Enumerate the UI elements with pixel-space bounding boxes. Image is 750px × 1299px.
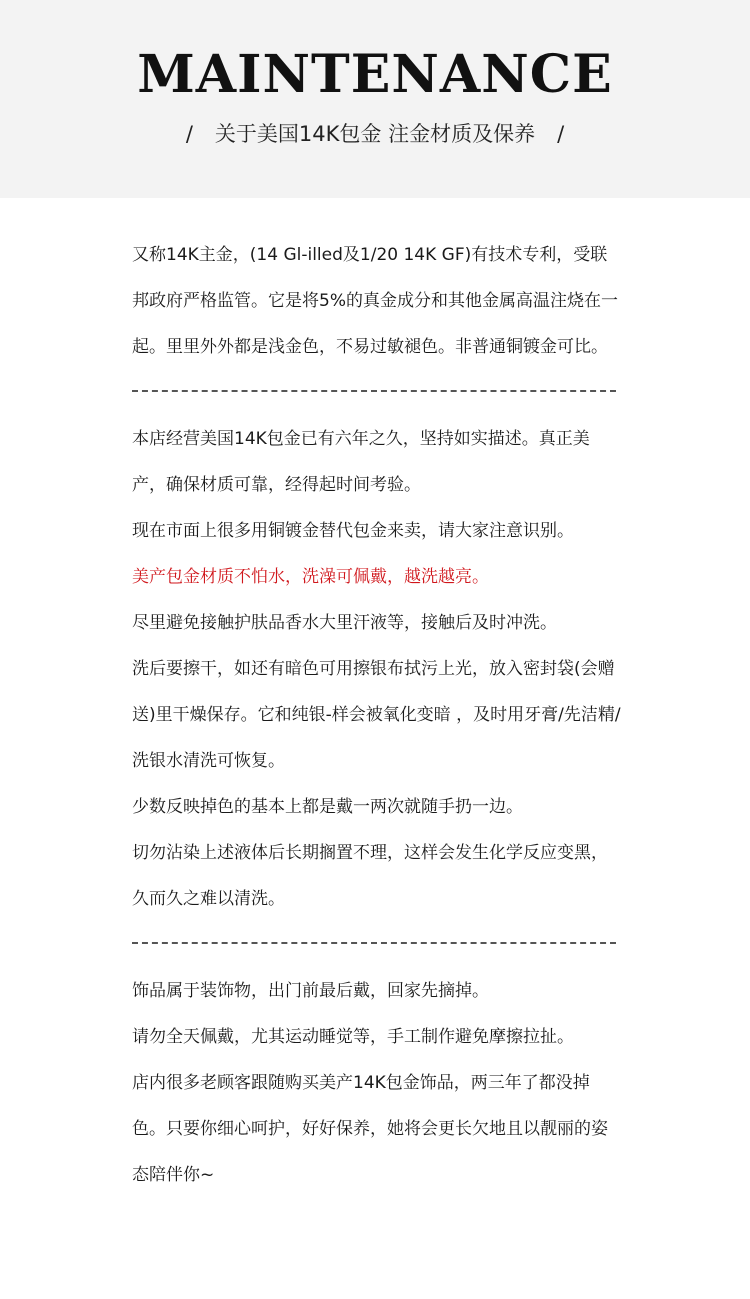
header-banner: [0, 0, 750, 198]
care-paragraph: 尽里避免接触护肤品香水大里汗液等，接触后及时冲洗。: [132, 613, 557, 633]
store-paragraph: 本店经营美国14K包金已有六年之久，坚持如实描述。真正美产，确保材质可靠，经得起时间考验。: [132, 429, 590, 495]
page-title: MAINTENANCE: [137, 44, 613, 105]
caution-paragraph: 切勿沾染上述液体后长期搁置不理，这样会发生化学反应变黑，久而久之难以清洗。: [132, 843, 608, 909]
subtitle-slash-right: /: [557, 122, 565, 146]
dashed-divider: [132, 922, 622, 968]
closing-paragraph: 店内很多老顾客跟随购买美产14K包金饰品，两三年了都没掉色。只要你细心呵护，好好保养，她将会更长欠地且以靓丽的姿态陪伴你~: [132, 1073, 608, 1185]
warning-paragraph: 现在市面上很多用铜镀金替代包金来卖，请大家注意识别。: [132, 521, 574, 541]
wear-paragraph: 饰品属于装饰物，出门前最后戴，回家先摘掉。: [132, 981, 489, 1001]
dashed-divider: [132, 370, 622, 416]
intro-paragraph: 又称14K主金，(14 Gl-illed及1/20 14K GF)有技术专利，受联邦政府严格监管。它是将5%的真金成分和其他金属高温注烧在一起。里里外外都是浅金色，不易过敏褪色。非普通铜镀金可比。: [132, 245, 618, 357]
article-body: [132, 232, 622, 1198]
subtitle-text: 关于美国14K包金 注金材质及保养: [214, 122, 536, 146]
subtitle-slash-left: /: [185, 122, 193, 146]
page-subtitle: [0, 116, 750, 152]
highlight-paragraph: 美产包金材质不怕水，洗澡可佩戴，越洗越亮。: [132, 567, 489, 587]
avoid-paragraph: 请勿全天佩戴，尤其运动睡觉等，手工制作避免摩擦拉扯。: [132, 1027, 574, 1047]
cleaning-paragraph: 洗后要擦干，如还有暗色可用擦银布拭污上光，放入密封袋(会赠送)里干燥保存。它和纯银-样会被氧化变暗 ，及时用牙膏/先洁精/洗银水清洗可恢复。: [132, 659, 621, 771]
feedback-paragraph: 少数反映掉色的基本上都是戴一两次就随手扔一边。: [132, 797, 523, 817]
